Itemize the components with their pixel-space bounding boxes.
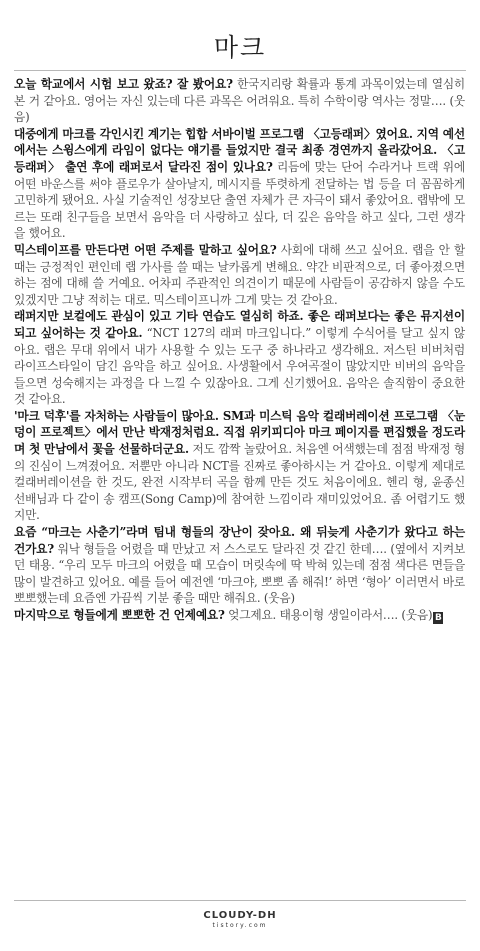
watermark-subtitle: tistory.com	[212, 922, 268, 929]
interview-answer: 한국지리랑 확률과 통계 과목이었는데 열심히 본 거 같아요. 영어는 자신 있는데 다른 과목은 어려워요. 특히 수학이랑 역사는 정말…. (웃음)	[14, 77, 466, 125]
interview-question: 마지막으로 형들에게 뽀뽀한 건 언제예요?	[14, 608, 225, 622]
interview-question: 래퍼지만 보컬에도 관심이 있고 기타 연습도 열심히 하죠. 좋은 래퍼보다는 좋은 뮤지션이 되고 싶어하는 것 같아요.	[14, 309, 465, 340]
interview-paragraph-4	[14, 308, 465, 408]
interview-question: 대중에게 마크를 각인시킨 계기는 힙합 서바이벌 프로그램 〈고등래퍼〉였어요. 지역 예선에서는 스윙스에게 라임이 없다는 얘기를 들었지만 결국 최종 경연까지 올라갔어요. 〈고등래퍼〉 출연 후에 래퍼로서 달라진 점이 있나요?	[14, 126, 465, 174]
interview-question: 오늘 학교에서 시험 보고 왔죠? 잘 봤어요?	[14, 77, 233, 91]
interview-paragraph-6	[14, 524, 465, 607]
footer-divider	[14, 900, 466, 901]
interview-body	[14, 76, 465, 624]
interview-paragraph-7	[14, 607, 465, 624]
interview-answer: 엊그제요. 태용이형 생일이라서…. (웃음)	[224, 608, 433, 622]
interview-paragraph-5	[14, 408, 465, 524]
interview-question: 요즘 “마크는 사춘기”라며 팀내 형들의 장난이 잦아요. 왜 뒤늦게 사춘기가 왔다고 하는 건가요?	[14, 525, 465, 556]
interview-answer: “NCT 127의 래퍼 마크입니다.” 이렇게 수식어를 달고 싶지 않아요. 랩은 무대 위에서 내가 사용할 수 있는 도구 중 하나라고 생각해요. 저스틴 비버처럼 라이프스타일이 담긴 음악을 하고 싶어요. 사생활에서 우여곡절이 많았지만 비버의 음악을 들으면 성숙해지는 과정을 다 느낄 수 있잖아요. 그게 신기했어요. 음악은 솔직함이 중요한 것 같아요.	[14, 325, 465, 407]
interview-answer: 워낙 형들을 어렸을 때 만났고 저 스스로도 달라진 것 같긴 한데…. (옆에서 지켜보던 태용. “우리 모두 마크의 어렸을 때 모습이 머릿속에 딱 박혀 있는데 점점 색다른 면들을 많이 발견하고 있어요. 예를 들어 예전엔 ‘마크야, 뽀뽀 좀 해줘!’ 하면 ‘형아’ 이러면서 바로 뽀뽀했는데 요즘엔 가끔씩 기분 좋을 때만 해줘요. (웃음)	[14, 541, 465, 606]
interview-paragraph-3	[14, 242, 465, 308]
interview-paragraph-2	[14, 126, 465, 242]
end-mark-icon: B	[434, 613, 442, 623]
interview-answer: 리듬에 맞는 단어 수라거나 트랙 위에 어떤 바운스를 써야 플로우가 살아날지, 메시지를 뚜렷하게 전달하는 법 등을 더 꼼꼼하게 고민하게 됐어요. 사실 기술적인 성장보단 출연 자체가 큰 자극이 돼서 좋았어요. 랩밖에 모르는 또래 친구들을 보면서 음악을 더 사랑하고 싶다, 더 깊은 음악을 하고 싶다, 그런 생각을 했어요.	[14, 159, 465, 241]
interview-question: 믹스테이프를 만든다면 어떤 주제를 말하고 싶어요?	[14, 242, 277, 257]
watermark-brand: CLOUDY-DH	[203, 910, 277, 921]
interview-question: '마크 덕후'를 자처하는 사람들이 많아요. SM과 미스틱 음악 컬래버레이션 프로그램 〈눈덩이 프로젝트〉에서 만난 박재정처럼요. 직접 위키피디아 마크 페이지를 편집했을 정도라며 첫 만남에서 꽃을 선물하더군요.	[14, 408, 465, 457]
interview-paragraph-1	[14, 76, 465, 126]
title-divider	[14, 70, 466, 71]
interview-answer: 사회에 대해 쓰고 싶어요. 랩을 안 할 때는 긍정적인 편인데 랩 가사를 쓸 때는 날카롭게 변해요. 약간 비판적으로, 더 좋아졌으면 하는 점에 대해 쓸 거예요. 어차피 주관적인 의견이기 때문에 사람들이 공감하지 않을 수도 있겠지만 그냥 적히는 대로. 믹스테이프니까 그게 맞는 것 같아요.	[14, 242, 466, 307]
page-title: 마크	[213, 33, 267, 62]
interview-answer: 저도 깜짝 놀랐어요. 처음엔 어색했는데 점점 박재정 형의 진심이 느껴졌어요. 저뿐만 아니라 NCT를 진짜로 좋아하시는 거 같아요. 이렇게 제대로 컬래버레이션을 한 것도, 완전 시작부터 곡을 함께 만든 것도 처음이에요. 헨리 형, 윤종신 선배님과 다 같이 송 캠프(Song Camp)에 참여한 느낌이라 재미있었어요. 좀 어렵기도 했지만.	[14, 442, 466, 523]
watermark	[0, 910, 480, 929]
